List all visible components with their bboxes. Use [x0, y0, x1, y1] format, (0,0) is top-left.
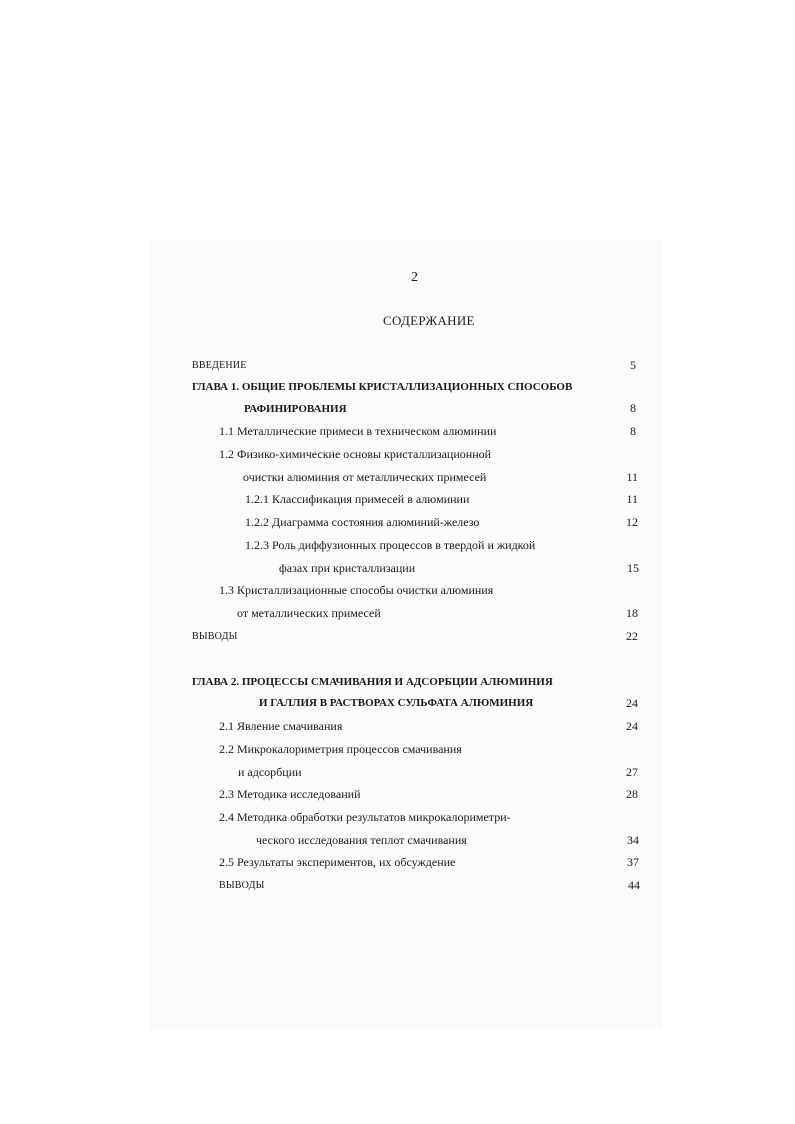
- toc-entry-section: 1.1 Металлические примеси в техническом алюминии: [219, 424, 497, 438]
- toc-page-number: 8: [630, 401, 636, 415]
- toc-page-number: 12: [626, 515, 638, 529]
- toc-entry-conclusions: ВЫВОДЫ: [219, 880, 265, 891]
- toc-entry-chapter-1: ГЛАВА 1. ОБЩИЕ ПРОБЛЕМЫ КРИСТАЛЛИЗАЦИОННЫХ СПОСОБОВ: [192, 381, 573, 393]
- toc-entry-section: 2.2 Микрокалориметрия процессов смачивания: [219, 742, 462, 756]
- toc-page-number: 15: [627, 561, 639, 575]
- toc-entry-section-cont: ческого исследования теплот смачивания: [256, 833, 467, 847]
- toc-page-number: 28: [626, 787, 638, 801]
- toc-entry-section-cont: и адсорбции: [238, 765, 302, 779]
- toc-entry-subsection: 1.2.3 Роль диффузионных процессов в твердой и жидкой: [245, 538, 536, 552]
- toc-entry-subsection: 1.2.2 Диаграмма состояния алюминий-железо: [245, 515, 480, 529]
- toc-entry-section-cont: от металлических примесей: [237, 606, 381, 620]
- toc-page-number: 24: [626, 696, 638, 710]
- toc-page-number: 11: [626, 492, 638, 506]
- toc-entry-subsection: 1.2.1 Классификация примесей в алюминии: [245, 492, 470, 506]
- page-number: 2: [411, 270, 418, 285]
- toc-entry-conclusions: ВЫВОДЫ: [192, 631, 238, 642]
- toc-entry-section: 2.5 Результаты экспериментов, их обсуждение: [219, 855, 456, 869]
- toc-page-number: 22: [626, 629, 638, 643]
- toc-entry-section: 1.2 Физико-химические основы кристаллизационной: [219, 447, 492, 461]
- toc-entry-subsection-cont: фазах при кристаллизации: [279, 561, 416, 575]
- toc-entry-section: 2.4 Методика обработки результатов микрокалориметри-: [219, 810, 511, 824]
- toc-page-number: 24: [626, 719, 638, 733]
- toc-entry-section: 2.3 Методика исследований: [219, 787, 361, 801]
- toc-entry-chapter-2: ГЛАВА 2. ПРОЦЕССЫ СМАЧИВАНИЯ И АДСОРБЦИИ АЛЮМИНИЯ: [192, 676, 553, 688]
- toc-page-number: 5: [630, 358, 636, 372]
- toc-page-number: 11: [626, 470, 638, 484]
- toc-entry-section: 1.3 Кристаллизационные способы очистки алюминия: [219, 583, 494, 597]
- toc-entry-chapter-1-cont: РАФИНИРОВАНИЯ: [244, 403, 347, 415]
- toc-page-number: 37: [627, 855, 639, 869]
- toc-page-number: 8: [630, 424, 636, 438]
- toc-entry-section: 2.1 Явление смачивания: [219, 719, 343, 733]
- toc-entry-section-cont: очистки алюминия от металлических примесей: [243, 470, 487, 484]
- toc-entry-introduction: ВВЕДЕНИЕ: [192, 360, 247, 371]
- toc-page-number: 18: [626, 606, 638, 620]
- toc-page-number: 27: [626, 765, 638, 779]
- toc-page-number: 44: [628, 878, 640, 892]
- page-title: СОДЕРЖАНИЕ: [383, 313, 475, 328]
- toc-page-number: 34: [627, 833, 639, 847]
- toc-entry-chapter-2-cont: И ГАЛЛИЯ В РАСТВОРАХ СУЛЬФАТА АЛЮМИНИЯ: [259, 697, 534, 709]
